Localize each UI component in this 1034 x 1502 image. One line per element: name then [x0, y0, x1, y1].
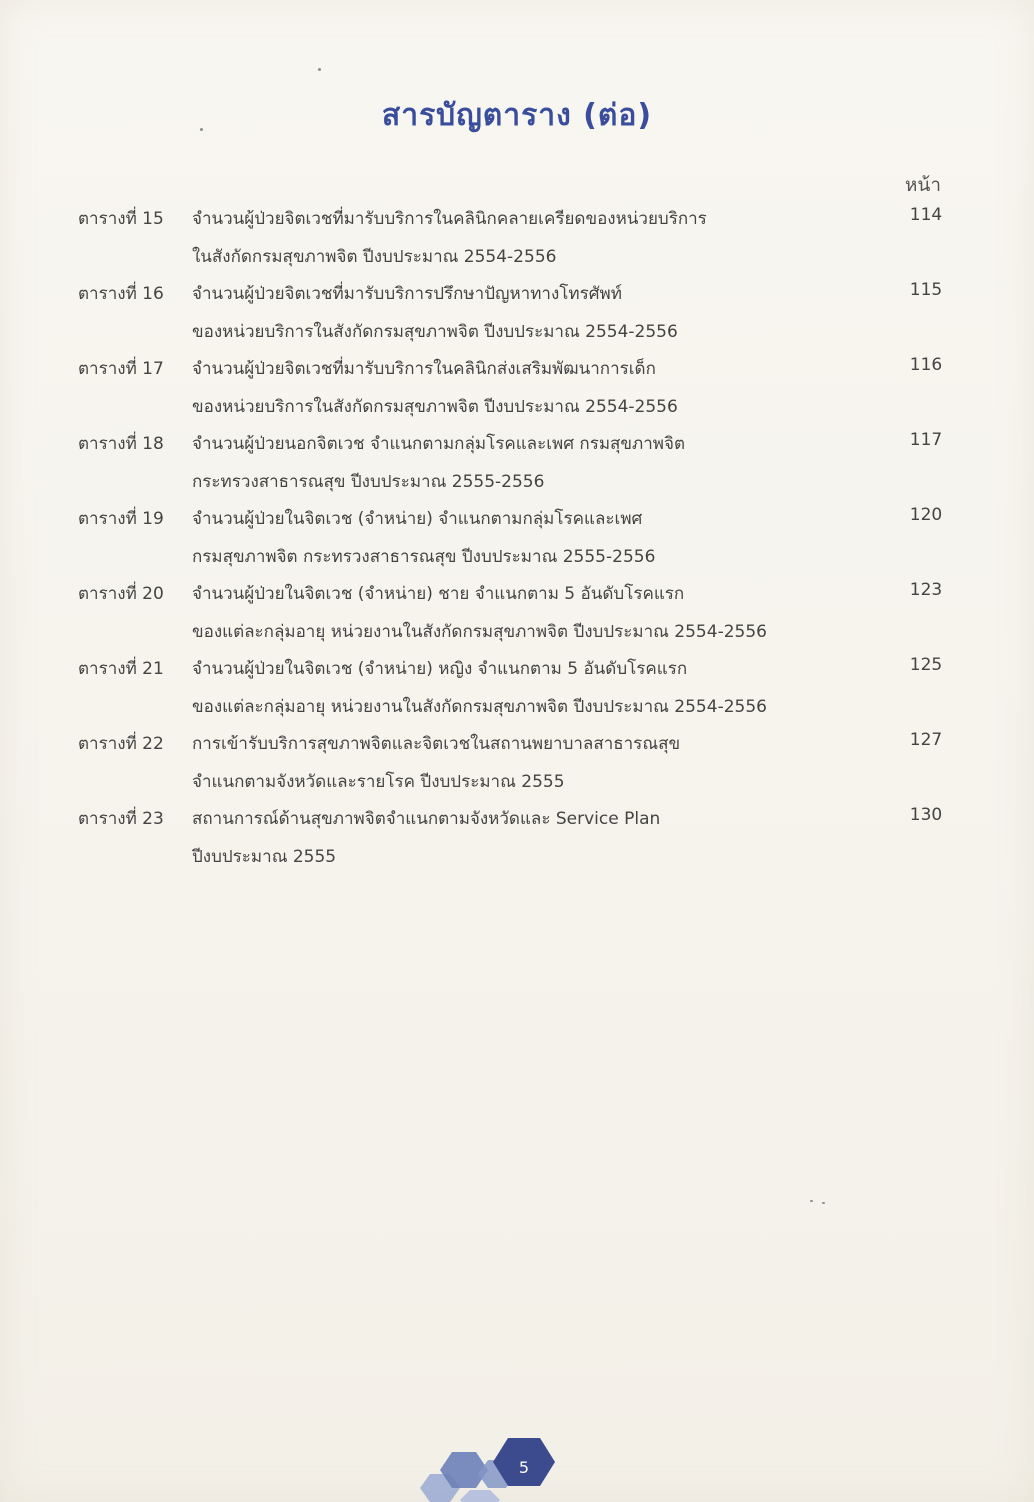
toc-entry-title-line1: จำนวนผู้ป่วยจิตเวชที่มารับบริการในคลินิกส่งเสริมพัฒนาการเด็ก — [192, 359, 656, 379]
toc-entry-label: ตารางที่ 16 — [78, 284, 164, 304]
toc-entry-18 — [78, 430, 978, 505]
page-title: สารบัญตาราง (ต่อ) — [381, 98, 653, 133]
toc-entry-title-line1: จำนวนผู้ป่วยในจิตเวช (จำหน่าย) ชาย จำแนกตาม 5 อันดับโรคแรก — [192, 584, 685, 604]
toc-entry-title-line1: การเข้ารับบริการสุขภาพจิตและจิตเวชในสถานพยาบาลสาธารณสุข — [192, 734, 681, 754]
toc-entry-16 — [78, 280, 978, 355]
print-speck — [822, 1202, 825, 1204]
toc-entry-label: ตารางที่ 20 — [78, 584, 164, 604]
toc-entry-23 — [78, 805, 978, 880]
toc-entry-page: 120 — [909, 505, 943, 525]
toc-entry-title-line2: ปีงบประมาณ 2555 — [192, 847, 337, 867]
print-speck — [200, 128, 203, 131]
toc-entry-label: ตารางที่ 21 — [78, 659, 164, 679]
toc-entry-page: 114 — [909, 205, 943, 225]
toc-entry-title-line2: กระทรวงสาธารณสุข ปีงบประมาณ 2555-2556 — [192, 472, 545, 492]
toc-entry-title-line1: จำนวนผู้ป่วยในจิตเวช (จำหน่าย) หญิง จำแนกตาม 5 อันดับโรคแรก — [192, 659, 688, 679]
print-speck — [318, 68, 321, 71]
toc-entry-17 — [78, 355, 978, 430]
toc-entry-20 — [78, 580, 978, 655]
toc-entry-page: 123 — [909, 580, 943, 600]
page-column-header: หน้า — [904, 174, 942, 196]
toc-entry-title-line1: จำนวนผู้ป่วยจิตเวชที่มารับบริการในคลินิกคลายเครียดของหน่วยบริการ — [192, 209, 707, 229]
toc-entry-title-line2: ของหน่วยบริการในสังกัดกรมสุขภาพจิต ปีงบประมาณ 2554-2556 — [192, 397, 678, 417]
toc-entry-page: 125 — [909, 655, 943, 675]
table-of-contents — [78, 205, 978, 880]
toc-entry-title-line2: ในสังกัดกรมสุขภาพจิต ปีงบประมาณ 2554-2556 — [192, 247, 557, 267]
toc-entry-label: ตารางที่ 22 — [78, 734, 164, 754]
toc-entry-label: ตารางที่ 23 — [78, 809, 164, 829]
toc-entry-title-line2: กรมสุขภาพจิต กระทรวงสาธารณสุข ปีงบประมาณ 2555-2556 — [192, 547, 656, 567]
toc-entry-15 — [78, 205, 978, 280]
page-number: 5 — [518, 1458, 530, 1477]
hexagon-bottom — [460, 1490, 500, 1502]
print-speck — [810, 1200, 813, 1202]
toc-entry-label: ตารางที่ 15 — [78, 209, 164, 229]
toc-entry-title-line2: ของแต่ละกลุ่มอายุ หน่วยงานในสังกัดกรมสุขภาพจิต ปีงบประมาณ 2554-2556 — [192, 697, 767, 717]
toc-entry-title-line1: จำนวนผู้ป่วยในจิตเวช (จำหน่าย) จำแนกตามกลุ่มโรคและเพศ — [192, 509, 643, 529]
toc-entry-page: 127 — [909, 730, 943, 750]
toc-entry-label: ตารางที่ 19 — [78, 509, 164, 529]
toc-entry-page: 117 — [909, 430, 943, 450]
toc-entry-title-line1: จำนวนผู้ป่วยจิตเวชที่มารับบริการปรึกษาปัญหาทางโทรศัพท์ — [192, 284, 622, 304]
toc-entry-title-line2: ของแต่ละกลุ่มอายุ หน่วยงานในสังกัดกรมสุขภาพจิต ปีงบประมาณ 2554-2556 — [192, 622, 767, 642]
toc-entry-page: 130 — [909, 805, 943, 825]
toc-entry-page: 116 — [909, 355, 943, 375]
toc-entry-21 — [78, 655, 978, 730]
toc-entry-title-line1: สถานการณ์ด้านสุขภาพจิตจำแนกตามจังหวัดและ Service Plan — [192, 809, 661, 829]
toc-entry-label: ตารางที่ 17 — [78, 359, 164, 379]
toc-entry-label: ตารางที่ 18 — [78, 434, 164, 454]
toc-entry-title-line2: ของหน่วยบริการในสังกัดกรมสุขภาพจิต ปีงบประมาณ 2554-2556 — [192, 322, 678, 342]
toc-entry-title-line2: จำแนกตามจังหวัดและรายโรค ปีงบประมาณ 2555 — [192, 772, 565, 792]
toc-entry-22 — [78, 730, 978, 805]
toc-entry-19 — [78, 505, 978, 580]
toc-entry-title-line1: จำนวนผู้ป่วยนอกจิตเวช จำแนกตามกลุ่มโรคและเพศ กรมสุขภาพจิต — [192, 434, 685, 454]
toc-entry-page: 115 — [909, 280, 943, 300]
